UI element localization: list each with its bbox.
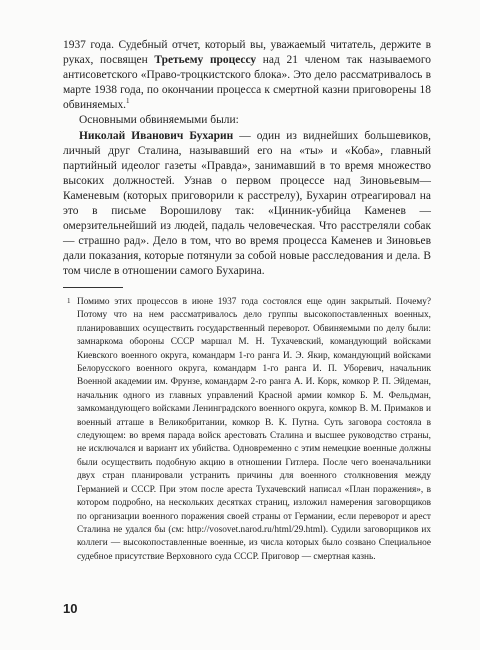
paragraph-2: Основными обвиняемыми были:: [79, 114, 239, 127]
footnote-reference[interactable]: 1: [126, 97, 130, 106]
paragraph-1-start: 1937 года. Судебный отчет, который вы, уважаемый читатель, держите в руках, посвящен: [63, 39, 431, 67]
paragraph-3: [63, 129, 431, 280]
page-number: 10: [63, 601, 78, 616]
bukharin-name-bold: Николай Иванович Бухарин: [79, 129, 234, 142]
footnote-marker: 1: [67, 297, 71, 305]
paragraph-1-end: над 21 членом так называемого антисоветского «Право-троцкистского блока». Это дело рассматривалось в марте 1938 года, по окончании процесса к смертной казни приговорены 18 обвиняемых.: [63, 54, 431, 112]
paragraph-1: [63, 38, 431, 113]
main-text: [63, 38, 431, 280]
footnote-divider: [63, 287, 123, 288]
footnote: [63, 296, 431, 564]
third-trial-bold: Третьему процессу: [154, 54, 257, 67]
paragraph-3-text: — один из виднейших большевиков, личный друг Сталина, называвший его на «ты» и «Коба», главный партийный идеолог газеты «Правда», занимавший в то время множество высоких должностей. Узнав о первом процессе над Зиновьевым—Каменевым (которых приговорили к расстрелу), Бухарин отреагировал на это в письме Ворошилову так: «Цинник-убийца Каменев — омерзительнейший из людей, падаль человеческая. Что расстреляли собак — страшно рад». Дело в том, что во время процесса Каменев и Зиновьев дали показания, которые потянули за собой новые расследования и дела. В том числе в отношении самого Бухарина.: [63, 129, 431, 278]
footnote-text: Помимо этих процессов в июне 1937 года состоялся еще один закрытый. Почему? Потому что на нем рассматривалось дело группы высокопоставленных военных, планировавших осуществить государственный переворот. Обвиняемыми по делу были: замнаркома обороны СССР маршал М. Н. Тухачевский, командующий войсками Киевского военного округа, командарм 1-го ранга И. Э. Якир, командующий войсками Белорусского военного округа, командарм 1-го ранга И. П. Уборевич, начальник Военной академии им. Фрунзе, командарм 2-го ранга А. И. Корк, комкор Р. П. Эйдеман, начальник одного из главных управлений Красной армии комкор Б. М. Фельдман, замкомандующего войсками Ленинградского военного округа, комкор В. М. Примаков и военный атташе в Великобритании, комкор В. К. Путна. Суть заговора состояла в следующем: во время парада войск арестовать Сталина и высшее руководство страны, не исключался и вариант их убийства. Одновременно с этим немецкие военные должны были осуществить подобную акцию в отношении Гитлера. После чего военачальники двух стран планировали устранить причины для военного столкновения между Германией и СССР. При этом после ареста Тухачевский написал «План поражения», в котором подробно, на нескольких десятках страниц, изложил намерения заговорщиков по организации военного поражения своей страны от Германии, если переворот и арест Сталина не удался бы (см: http://vosovet.narod.ru/html/29.html). Судили заговорщиков их коллеги — высокопоставленные военные, из числа которых было созвано Специальное судебное присутствие Верховного суда СССР. Приговор — смертная казнь.: [77, 297, 431, 562]
